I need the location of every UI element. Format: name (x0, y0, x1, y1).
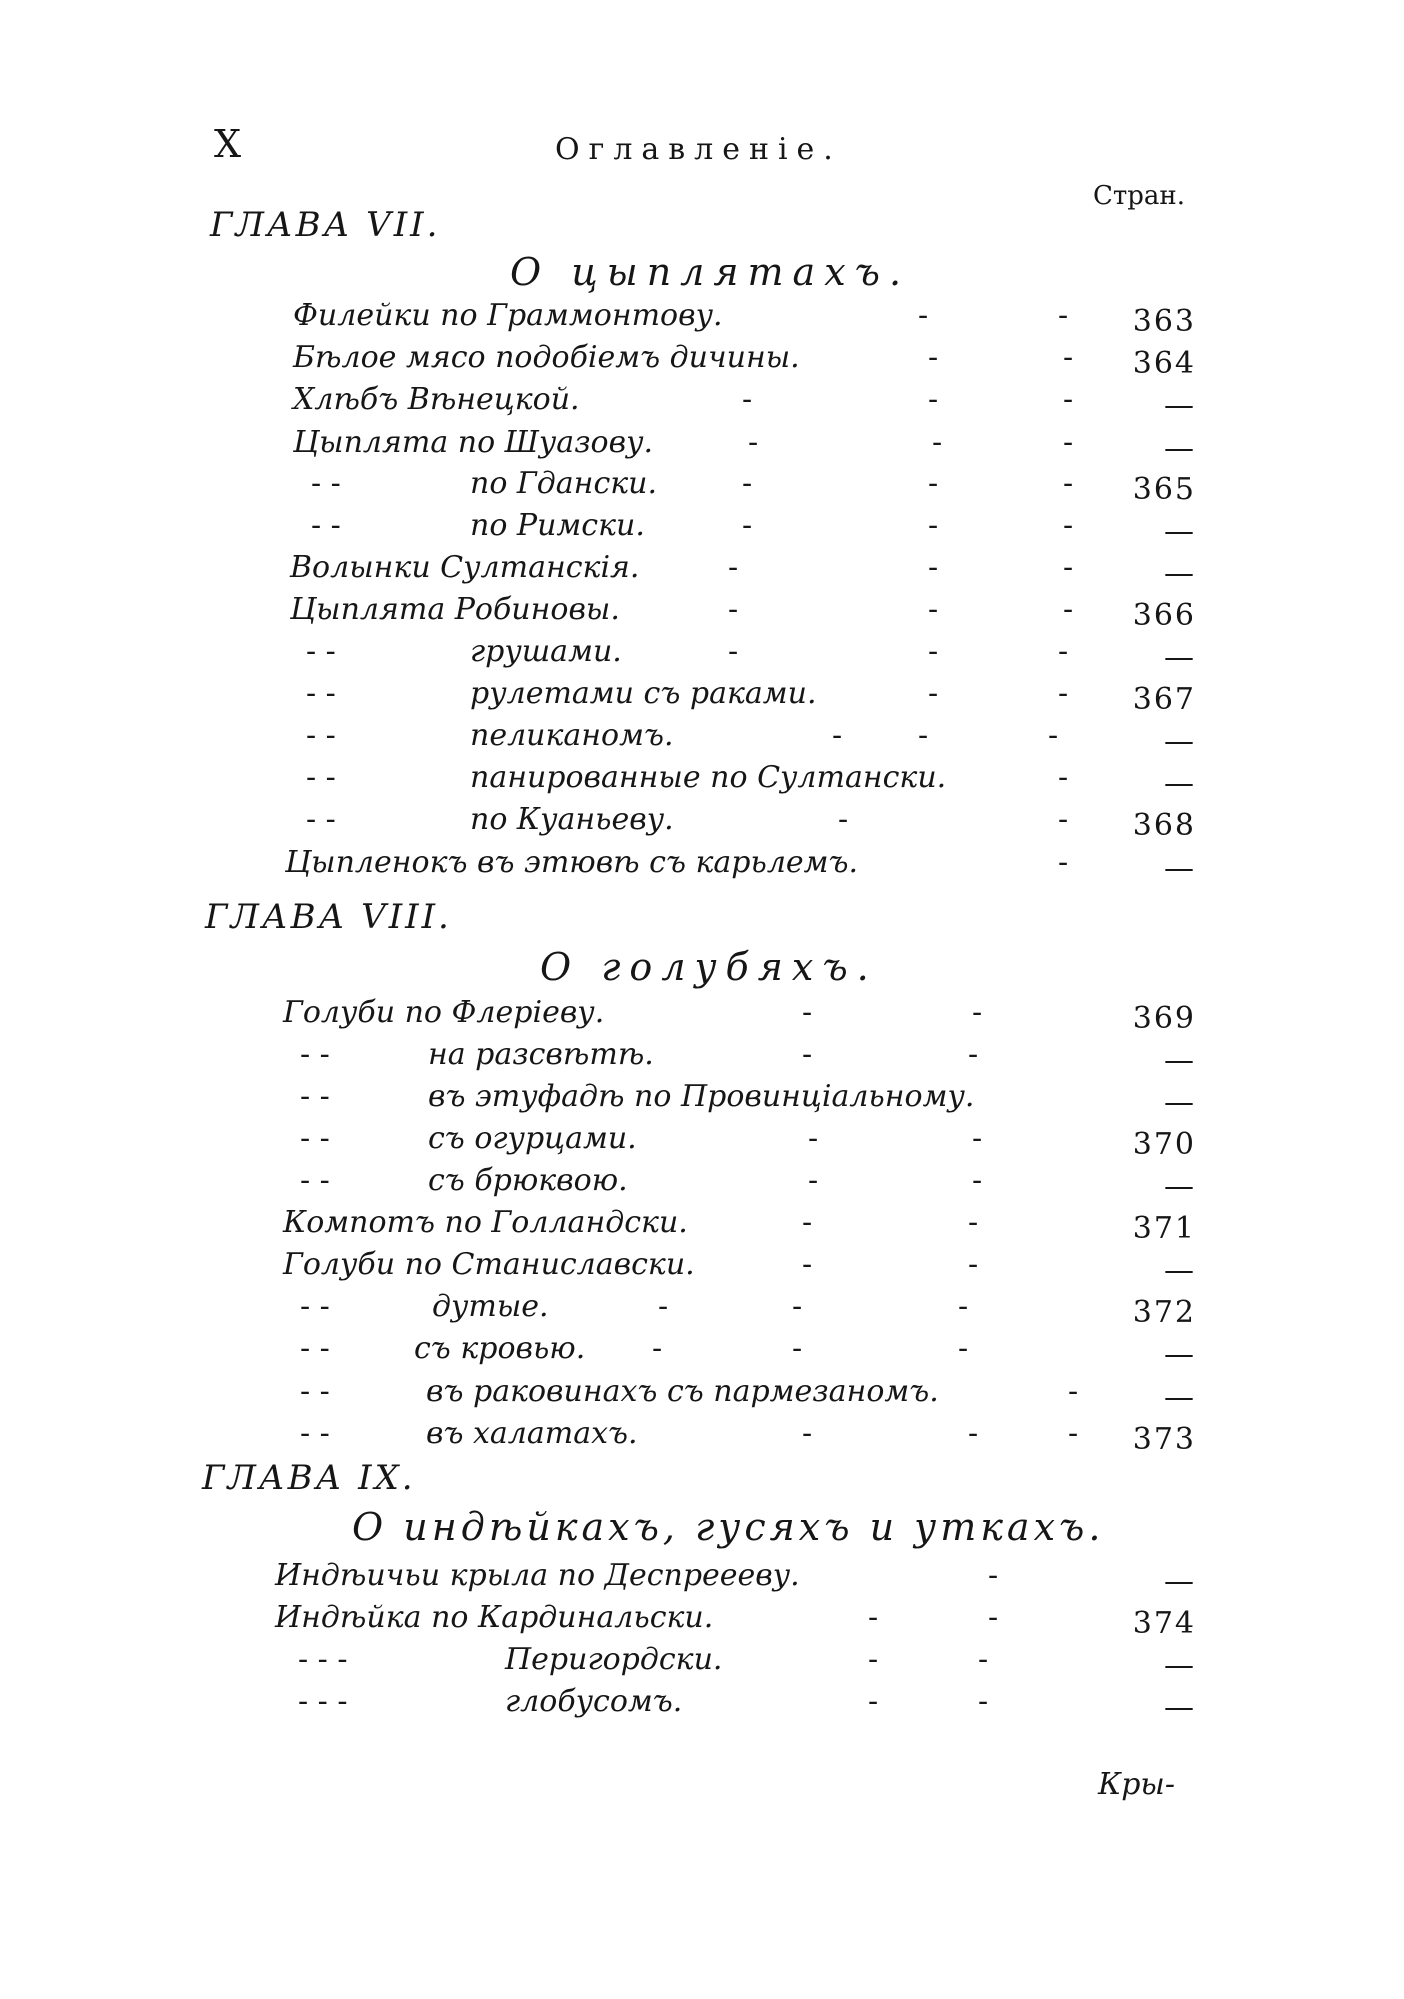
entry-page: — (1164, 1380, 1196, 1415)
entry-title: рулетами съ раками. (470, 676, 817, 711)
dot-leader: - (728, 592, 739, 627)
entry-page: — (1164, 431, 1196, 466)
dot-leader: - (928, 466, 939, 501)
entry-page: — (1164, 1648, 1196, 1683)
toc-entry (0, 676, 1404, 716)
dot-leader: - (792, 1331, 803, 1366)
entry-title: глобусомъ. (505, 1684, 683, 1719)
dot-leader: - (972, 1163, 983, 1198)
dot-leader: - (1063, 425, 1074, 460)
entry-title: грушами. (470, 634, 622, 669)
chapter-heading: ГЛАВА VIII. (205, 897, 452, 937)
ditto-mark: - - (300, 1416, 330, 1451)
entry-title: дутые. (432, 1289, 549, 1324)
ditto-mark: - - (300, 1079, 330, 1114)
entry-title: съ кровью. (414, 1331, 586, 1366)
toc-entry (0, 1416, 1404, 1456)
toc-entry (0, 1121, 1404, 1161)
section-title: О индѣйкахъ, гусяхъ и уткахъ. (352, 1505, 1105, 1549)
page-column-label: Стран. (1093, 181, 1186, 211)
dot-leader: - (1063, 508, 1074, 543)
toc-entry (0, 508, 1404, 548)
dot-leader: - (972, 995, 983, 1030)
entry-page: — (1164, 1564, 1196, 1599)
toc-entry (0, 1079, 1404, 1119)
chapter-heading: ГЛАВА IX. (202, 1458, 416, 1498)
entry-title: пеликаномъ. (470, 718, 674, 753)
toc-entry (0, 466, 1404, 506)
toc-entry (0, 1205, 1404, 1245)
ditto-mark: - - (300, 1289, 330, 1324)
ditto-mark: - - (311, 466, 341, 501)
entry-page: — (1164, 1690, 1196, 1725)
dot-leader: - (972, 1121, 983, 1156)
entry-page: 370 (1132, 1127, 1196, 1162)
dot-leader: - (1063, 466, 1074, 501)
toc-entry (0, 1247, 1404, 1287)
toc-entry (0, 1037, 1404, 1077)
toc-entry (0, 1331, 1404, 1371)
entry-title: панированные по Султански. (470, 760, 947, 795)
toc-entry (0, 1600, 1404, 1640)
toc-entry (0, 760, 1404, 800)
entry-title: съ брюквою. (428, 1163, 628, 1198)
dot-leader: - (1063, 382, 1074, 417)
catchword: Кры- (1098, 1767, 1175, 1802)
entry-page: — (1164, 388, 1196, 423)
dot-leader: - (1058, 845, 1069, 880)
entry-page: 372 (1132, 1295, 1196, 1330)
entry-title: Голуби по Станиславски. (283, 1247, 695, 1282)
toc-entry (0, 634, 1404, 674)
ditto-mark: - - - (298, 1684, 348, 1719)
dot-leader: - (1058, 760, 1069, 795)
dot-leader: - (658, 1289, 669, 1324)
ditto-mark: - - (306, 760, 336, 795)
ditto-mark: - - (300, 1163, 330, 1198)
ditto-mark: - - (300, 1037, 330, 1072)
ditto-mark: - - (306, 718, 336, 753)
dot-leader: - (1058, 676, 1069, 711)
toc-entry (0, 845, 1404, 885)
section-title: О голубяхъ. (540, 945, 878, 989)
section-title: О цыплятахъ. (510, 250, 911, 294)
toc-entry (0, 718, 1404, 758)
entry-page: — (1164, 514, 1196, 549)
entry-page: — (1164, 1253, 1196, 1288)
toc-entry (0, 1374, 1404, 1414)
entry-page: — (1164, 1169, 1196, 1204)
entry-page: 366 (1132, 598, 1196, 633)
ditto-mark: - - (306, 802, 336, 837)
dot-leader: - (802, 1037, 813, 1072)
entry-title: Цыплята Робиновы. (290, 592, 620, 627)
entry-page: — (1164, 1043, 1196, 1078)
dot-leader: - (918, 718, 929, 753)
entry-page: — (1164, 640, 1196, 675)
dot-leader: - (1058, 298, 1069, 333)
dot-leader: - (928, 676, 939, 711)
entry-title: по Гдански. (470, 466, 658, 501)
running-title: Оглавленіе. (555, 132, 842, 167)
toc-entry (0, 1289, 1404, 1329)
dot-leader: - (928, 592, 939, 627)
entry-title: въ халатахъ. (426, 1416, 638, 1451)
dot-leader: - (928, 508, 939, 543)
dot-leader: - (932, 425, 943, 460)
entry-page: — (1164, 724, 1196, 759)
toc-entry (0, 298, 1404, 338)
dot-leader: - (988, 1558, 999, 1593)
entry-page: 371 (1132, 1211, 1196, 1246)
dot-leader: - (1063, 550, 1074, 585)
dot-leader: - (868, 1642, 879, 1677)
dot-leader: - (808, 1163, 819, 1198)
toc-entry (0, 550, 1404, 590)
dot-leader: - (868, 1600, 879, 1635)
chapter-heading: ГЛАВА VII. (210, 205, 441, 245)
toc-entry (0, 1558, 1404, 1598)
dot-leader: - (968, 1416, 979, 1451)
dot-leader: - (1068, 1374, 1079, 1409)
dot-leader: - (802, 1247, 813, 1282)
entry-page: 368 (1132, 808, 1196, 843)
entry-page: 373 (1132, 1422, 1196, 1457)
entry-title: Индѣичьи крыла по Деспреееву. (275, 1558, 800, 1593)
dot-leader: - (928, 382, 939, 417)
entry-page: — (1164, 766, 1196, 801)
dot-leader: - (802, 1416, 813, 1451)
entry-title: въ этуфадѣ по Провинціальному. (428, 1079, 975, 1114)
dot-leader: - (802, 1205, 813, 1240)
entry-page: 374 (1132, 1606, 1196, 1641)
dot-leader: - (968, 1037, 979, 1072)
dot-leader: - (808, 1121, 819, 1156)
entry-page: — (1164, 556, 1196, 591)
toc-entry (0, 1684, 1404, 1724)
dot-leader: - (748, 425, 759, 460)
dot-leader: - (802, 995, 813, 1030)
entry-title: по Римски. (470, 508, 645, 543)
dot-leader: - (792, 1289, 803, 1324)
toc-entry (0, 1163, 1404, 1203)
dot-leader: - (728, 634, 739, 669)
entry-title: на разсвѣтѣ. (428, 1037, 654, 1072)
dot-leader: - (978, 1684, 989, 1719)
dot-leader: - (1048, 718, 1059, 753)
dot-leader: - (742, 382, 753, 417)
entry-page: 367 (1132, 682, 1196, 717)
entry-title: Голуби по Флеріеву. (283, 995, 605, 1030)
dot-leader: - (928, 550, 939, 585)
ditto-mark: - - (306, 676, 336, 711)
toc-entry (0, 592, 1404, 632)
ditto-mark: - - (300, 1121, 330, 1156)
entry-title: Бѣлое мясо подобіемъ дичины. (293, 340, 800, 375)
dot-leader: - (728, 550, 739, 585)
dot-leader: - (1058, 802, 1069, 837)
dot-leader: - (1063, 340, 1074, 375)
dot-leader: - (838, 802, 849, 837)
toc-entry (0, 802, 1404, 842)
dot-leader: - (832, 718, 843, 753)
dot-leader: - (958, 1331, 969, 1366)
dot-leader: - (868, 1684, 879, 1719)
entry-title: съ огурцами. (428, 1121, 637, 1156)
dot-leader: - (1058, 634, 1069, 669)
dot-leader: - (742, 508, 753, 543)
toc-entry (0, 1642, 1404, 1682)
entry-title: Цыплята по Шуазову. (293, 425, 654, 460)
entry-page: 365 (1132, 472, 1196, 507)
ditto-mark: - - (300, 1331, 330, 1366)
toc-entry (0, 995, 1404, 1035)
dot-leader: - (988, 1600, 999, 1635)
dot-leader: - (1068, 1416, 1079, 1451)
entry-title: Хлѣбъ Вѣнецкой. (293, 382, 580, 417)
toc-entry (0, 340, 1404, 380)
dot-leader: - (978, 1642, 989, 1677)
dot-leader: - (958, 1289, 969, 1324)
entry-title: Компотъ по Голландски. (283, 1205, 688, 1240)
toc-entry (0, 382, 1404, 422)
dot-leader: - (742, 466, 753, 501)
dot-leader: - (968, 1247, 979, 1282)
entry-page: — (1164, 851, 1196, 886)
dot-leader: - (1063, 592, 1074, 627)
dot-leader: - (968, 1205, 979, 1240)
entry-page: — (1164, 1337, 1196, 1372)
page-number: X (214, 122, 242, 166)
entry-page: 364 (1132, 346, 1196, 381)
ditto-mark: - - (300, 1374, 330, 1409)
entry-title: Волынки Султанскія. (290, 550, 640, 585)
ditto-mark: - - (306, 634, 336, 669)
entry-title: Филейки по Граммонтову. (293, 298, 723, 333)
ditto-mark: - - (311, 508, 341, 543)
entry-title: Перигордски. (505, 1642, 723, 1677)
dot-leader: - (928, 340, 939, 375)
dot-leader: - (652, 1331, 663, 1366)
entry-title: въ раковинахъ съ пармезаномъ. (426, 1374, 939, 1409)
entry-page: 369 (1132, 1001, 1196, 1036)
dot-leader: - (928, 634, 939, 669)
entry-title: Индѣйка по Кардинальски. (275, 1600, 714, 1635)
entry-title: Цыпленокъ въ этювѣ съ карьлемъ. (285, 845, 859, 880)
ditto-mark: - - - (298, 1642, 348, 1677)
dot-leader: - (918, 298, 929, 333)
entry-page: 363 (1132, 304, 1196, 339)
toc-entry (0, 425, 1404, 465)
entry-page: — (1164, 1085, 1196, 1120)
entry-title: по Куаньеву. (470, 802, 674, 837)
